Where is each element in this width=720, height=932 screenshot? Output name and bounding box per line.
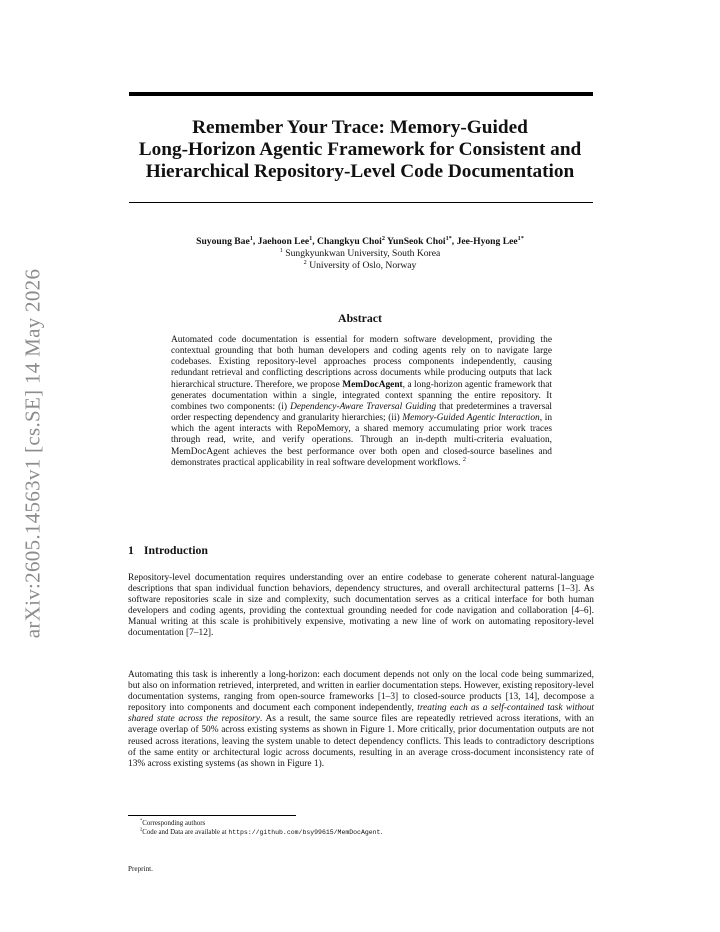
footnote-2 — [128, 828, 594, 837]
title-line-1: Remember Your Trace: Memory-Guided — [192, 117, 528, 138]
abstract-body — [171, 335, 552, 469]
footnote-2-link[interactable]: https://github.com/bsy99615/MemDocAgent — [228, 829, 381, 837]
abstract-heading: Abstract — [338, 311, 382, 325]
title-bottom-rule — [129, 202, 593, 203]
footnote-1-text: Corresponding authors — [142, 820, 206, 827]
footnote-2-end: . — [380, 829, 383, 837]
abstract-component-2: Memory-Guided Agentic Interaction — [402, 413, 540, 424]
author-5-affil: 1* — [517, 234, 524, 242]
author-4: YunSeok Choi — [386, 236, 446, 247]
paper-title — [110, 117, 610, 183]
affiliation-1-text: Sungkyunkwan University, South Korea — [285, 248, 441, 259]
section-heading-introduction — [128, 543, 528, 558]
affiliation-1 — [110, 248, 610, 260]
intro-p2-emphasis: treating each as a self-contained task without shared state across the repository — [128, 703, 594, 725]
title-line-2: Long-Horizon Agentic Framework for Consistent and — [138, 139, 582, 160]
abstract-text-1: Automated code documentation is essential for modern software development, providing the contextual grounding that both human developers and coding agents rely on to navigate large codebases. Existing repository-level approaches process components independently, causing redundant retrieval and conflicting descriptions across documents while producing outputs that lack hierarchical structure. Therefore, we propose — [171, 335, 552, 390]
footnote-2-text: Code and Data are available at — [142, 829, 229, 837]
abstract-component-1: Dependency-Aware Traversal Guiding — [290, 401, 437, 412]
footnote-1-mark: * — [140, 817, 143, 823]
abstract-method-name: MemDocAgent — [342, 379, 403, 390]
author-4-affil: 1* — [445, 234, 452, 242]
abstract-text-3: that predetermines a traversal order respecting dependency and granularity hierarchies; (ii) — [171, 401, 553, 424]
author-names: Suyoung Bae$^1$, Jaehoon Lee$^1$, Changkyu Choi$^2$ YunSeok Choi$^{1*}$, Jee-Hyong Lee$^{1*}$ — [196, 234, 524, 247]
author-2: Jaehoon Lee — [257, 236, 310, 247]
author-3: Changkyu Choi — [317, 236, 382, 247]
intro-paragraph-2 — [128, 670, 594, 770]
footnote-1 — [128, 819, 594, 828]
affiliation-2 — [110, 260, 610, 272]
intro-p2-text-1: Automating this task is inherently a long-horizon: each document depends not only on the local code being summarized, but also on information retrieved, interpreted, and written in earlier documentation steps. However, existing repository-level documentation systems, ranging from open-source frameworks [1–3] to closed-source products [13, 14], decompose a repository into components and document each component independently, — [128, 670, 594, 714]
section-number: 1 — [128, 543, 134, 557]
title-top-rule — [129, 92, 593, 96]
footnotes — [128, 819, 594, 837]
author-1-affil: 1 — [249, 234, 253, 242]
abstract-text-2: , a long-horizon agentic framework that generates documentation within a single, integrated context spanning the entire repository. It combines two components: (i) — [171, 379, 552, 412]
section-title: Introduction — [143, 543, 208, 557]
abstract-footnote-mark: 2 — [462, 456, 466, 463]
author-1: Suyoung Bae — [196, 236, 250, 247]
arxiv-identifier — [22, 258, 44, 648]
footnote-rule — [128, 815, 296, 816]
affiliation-2-text: University of Oslo, Norway — [309, 260, 417, 271]
preprint-label: Preprint. — [128, 865, 153, 873]
author-5: Jee-Hyong Lee — [456, 236, 518, 247]
footnote-2-mark: 2 — [140, 826, 143, 832]
author-2-affil: 1 — [309, 234, 313, 242]
intro-p2-text-2: . As a result, the same source files are repeatedly retrieved across iterations, with an average overlap of 50% across existing systems as shown in Figure 1. More critically, prior documentation outputs are not reused across iterations, leaving the system unable to detect dependency conflicts. This leads to contradictory descriptions of the same entity or architectural logic across documents, resulting in an average cross-document inconsistency rate of 13% across existing systems (as shown in Figure 1). — [128, 714, 594, 769]
abstract-text-4: , in which the agent interacts with RepoMemory, a shared memory accumulating prior work traces through read, write, and verify operations. Through an in-depth multi-criteria evaluation, MemDocAgent achieves the best performance over both open and closed-source baselines and demonstrates practical applicability in real software development workflows. — [171, 413, 553, 468]
author-block — [110, 236, 610, 272]
arxiv-identifier-text: arXiv:2605.14563v1 [cs.SE] 14 May 2026 — [20, 268, 45, 638]
intro-paragraph-1: Repository-level documentation requires understanding over an entire codebase to generate coherent natural-language descriptions that span individual function behaviors, dependency structures, and overall architectural patterns [1–3]. As software repositories scale in size and complexity, such documentation serves as a critical interface for both human developers and coding agents, providing the contextual grounding needed for code navigation and collaboration [4–6]. Manual writing at this scale is prohibitively expensive, motivating a new line of work on automating repository-level documentation [7–12]. — [128, 573, 594, 639]
author-3-affil: 2 — [381, 234, 385, 242]
affiliation-1-mark: 1 — [279, 246, 283, 254]
title-line-3: Hierarchical Repository-Level Code Documentation — [145, 161, 575, 182]
affiliation-2-mark: 2 — [303, 258, 307, 266]
